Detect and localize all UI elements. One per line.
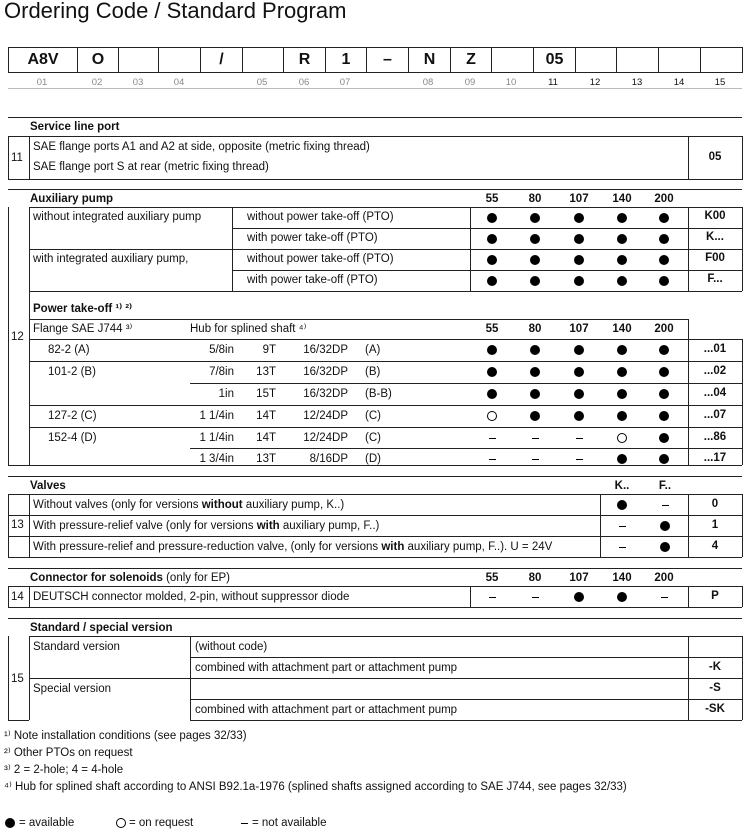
aux-pto-option: with power take-off (PTO) — [247, 274, 378, 286]
code-box-3 — [118, 47, 159, 73]
version-row-line — [190, 657, 742, 658]
legend-on-request: = on request — [129, 817, 194, 829]
size-header-55: 55 — [485, 193, 499, 205]
code-box-2: O — [77, 47, 119, 73]
pto-code: ...02 — [703, 365, 727, 377]
aux-mark — [487, 276, 497, 286]
pto-code-top — [688, 339, 742, 340]
aux-mark — [617, 276, 627, 286]
section-13-top-rule — [8, 476, 742, 477]
aux-code-line — [688, 228, 742, 229]
pto-header-top — [29, 319, 688, 320]
pto-pitch: 12/24DP — [303, 432, 348, 444]
pto-size-header-107: 107 — [569, 323, 589, 335]
valve-code: 0 — [711, 498, 719, 510]
section-12-bottom — [8, 465, 29, 466]
section-14-number: 14 — [11, 591, 24, 603]
aux-code-line — [688, 270, 742, 271]
aux-mark — [487, 213, 497, 223]
section-14-title-suffix: (only for EP) — [162, 572, 231, 584]
pto-mark — [659, 389, 669, 399]
code-box-9: – — [366, 47, 409, 73]
valve-option-post: auxiliary pump, K..) — [242, 499, 345, 511]
connector-mark — [661, 597, 668, 598]
pto-shaft-type: (B-B) — [365, 388, 392, 400]
pto-mark — [659, 367, 669, 377]
pto-mark — [617, 389, 627, 399]
valve-option — [33, 540, 552, 554]
pto-pitch: 16/32DP — [303, 344, 348, 356]
section-15-code-right — [742, 636, 743, 720]
pto-mark — [487, 345, 497, 355]
section-13-number: 13 — [11, 519, 24, 531]
pto-shaft-type: (A) — [365, 344, 381, 356]
section-13-left-border — [8, 494, 9, 557]
position-number-02: 02 — [91, 77, 103, 88]
pto-flange: 82-2 (A) — [48, 344, 90, 356]
aux-mark — [487, 255, 497, 265]
pto-code-line — [688, 383, 742, 384]
pto-mark — [617, 433, 627, 443]
pto-mark — [487, 367, 497, 377]
valve-mark-f — [662, 505, 669, 506]
aux-pto-option: without power take-off (PTO) — [247, 211, 394, 223]
aux-mark — [574, 234, 584, 244]
position-number-07: 07 — [339, 77, 351, 88]
pto-shaft-size: 5/8in — [209, 344, 234, 356]
version-row-line — [29, 678, 742, 679]
code-box-5: / — [200, 47, 243, 73]
valves-marks-divider — [600, 494, 601, 557]
section-15-top-rule — [8, 618, 742, 619]
valve-option — [33, 519, 379, 533]
position-number-13: 13 — [631, 77, 643, 88]
section-13-title: Valves — [30, 480, 66, 492]
position-number-14: 14 — [673, 77, 685, 88]
section-11-code-bottom — [688, 179, 742, 180]
section-14-row-top — [8, 586, 742, 587]
pto-row-line — [190, 448, 688, 449]
pto-size-header-200: 200 — [654, 323, 674, 335]
aux-mark — [617, 234, 627, 244]
pto-mark — [659, 411, 669, 421]
aux-pump-code: K... — [706, 231, 724, 243]
aux-code-line — [688, 291, 742, 292]
aux-pump-label: with integrated auxiliary pump, — [33, 253, 189, 265]
section-12-number: 12 — [11, 331, 24, 343]
pto-mark — [576, 438, 583, 439]
code-box-7: R — [283, 47, 326, 73]
aux-row-line — [29, 291, 688, 292]
version-code: -SK — [705, 703, 725, 715]
aux-row-line — [29, 207, 742, 208]
pto-mark — [487, 389, 497, 399]
position-number-05: 05 — [256, 77, 268, 88]
section-11-row-bottom — [8, 179, 688, 180]
section-14-title — [30, 571, 230, 585]
standard-version-label: Standard version — [33, 641, 120, 653]
pto-shaft-size: 1 1/4in — [199, 410, 234, 422]
section-11-title: Service line port — [30, 121, 120, 133]
position-number-15: 15 — [714, 77, 726, 88]
pto-code: ...01 — [703, 343, 727, 355]
footnote-3: ³⁾ 2 = 2-hole; 4 = 4-hole — [4, 764, 124, 776]
size-header-107: 107 — [569, 572, 589, 584]
pto-shaft-size: 1 1/4in — [199, 432, 234, 444]
version-code: -S — [709, 682, 721, 694]
code-box-12 — [491, 47, 534, 73]
code-box-8: 1 — [325, 47, 367, 73]
valve-option-emphasis: with — [381, 541, 405, 553]
connector-mark — [532, 597, 539, 598]
version-row-line — [190, 720, 742, 721]
pto-shaft-type: (D) — [365, 453, 381, 465]
pto-teeth: 14T — [256, 432, 276, 444]
valve-option — [33, 498, 344, 512]
pto-row-line — [190, 383, 688, 384]
size-header-80: 80 — [528, 193, 542, 205]
valve-mark-k — [619, 526, 626, 527]
aux-mark — [659, 255, 669, 265]
position-number-11: 11 — [548, 77, 558, 88]
valve-option-post: auxiliary pump, F..) — [279, 520, 380, 532]
pto-code: ...86 — [703, 431, 727, 443]
valve-option-emphasis: with — [256, 520, 280, 532]
version-row-line — [29, 636, 742, 637]
pto-code: ...04 — [703, 387, 727, 399]
section-11-number: 11 — [11, 152, 23, 164]
pto-size-header-80: 80 — [528, 323, 542, 335]
pto-teeth: 14T — [256, 410, 276, 422]
pto-code-right — [742, 339, 743, 465]
aux-pump-label: without integrated auxiliary pump — [33, 211, 202, 223]
pto-row-line — [29, 361, 688, 362]
code-box-11: Z — [450, 47, 492, 73]
code-box-1: A8V — [8, 47, 78, 73]
valve-option-pre: Without valves (only for versions — [33, 499, 202, 511]
section-15-title: Standard / special version — [30, 622, 173, 634]
aux-code-right — [742, 207, 743, 291]
pto-shaft-size: 7/8in — [209, 366, 234, 378]
code-box-10: N — [408, 47, 451, 73]
valves-row-line — [8, 536, 742, 537]
aux-mark — [574, 255, 584, 265]
pto-teeth: 13T — [256, 366, 276, 378]
aux-mark — [487, 234, 497, 244]
aux-marks-divider — [470, 207, 471, 291]
pto-size-header-55: 55 — [485, 323, 499, 335]
valve-option-pre: With pressure-relief and pressure-reduction valve, (only for versions — [33, 541, 382, 553]
valve-code: 1 — [711, 519, 719, 531]
code-box-17 — [700, 47, 743, 73]
valve-code: 4 — [711, 540, 719, 552]
position-number-03: 03 — [132, 77, 144, 88]
pto-mark — [574, 367, 584, 377]
aux-pump-code: K00 — [704, 210, 726, 222]
code-box-16 — [658, 47, 701, 73]
pto-pitch: 12/24DP — [303, 410, 348, 422]
position-number-04: 04 — [173, 77, 185, 88]
pto-shaft-type: (B) — [365, 366, 381, 378]
valve-mark-k — [617, 500, 627, 510]
aux-mark — [659, 213, 669, 223]
pto-mark — [489, 459, 496, 460]
connector-mark — [489, 597, 496, 598]
version-code: -K — [708, 661, 722, 673]
section-12-top-rule — [8, 189, 742, 190]
section-14-title-main: Connector for solenoids — [30, 572, 163, 584]
pto-mark — [617, 411, 627, 421]
pto-mark — [659, 454, 669, 464]
aux-mark — [530, 255, 540, 265]
hub-label: Hub for splined shaft ⁴⁾ — [190, 323, 307, 335]
section-11-left-border — [8, 136, 9, 180]
pto-mark — [487, 411, 497, 421]
pto-mark — [617, 367, 627, 377]
pto-mark — [617, 454, 627, 464]
aux-mark — [530, 276, 540, 286]
pto-teeth: 9T — [262, 344, 276, 356]
pto-mark — [576, 459, 583, 460]
footnote-2: ²⁾ Other PTOs on request — [4, 747, 133, 759]
pto-shaft-size: 1 3/4in — [199, 453, 234, 465]
pto-pitch: 16/32DP — [303, 366, 348, 378]
pto-code-line — [688, 361, 742, 362]
pto-mark — [574, 411, 584, 421]
pto-header-bottom — [29, 339, 688, 340]
section-12-bottom — [29, 465, 688, 466]
pto-mark — [489, 438, 496, 439]
connector-code: P — [711, 590, 719, 602]
pto-size-header-140: 140 — [612, 323, 632, 335]
aux-mark — [617, 213, 627, 223]
version-option: combined with attachment part or attachment pump — [195, 662, 458, 674]
legend-available-dot — [5, 818, 15, 828]
code-box-14 — [575, 47, 617, 73]
code-box-13: 05 — [533, 47, 576, 73]
pto-mark — [532, 459, 539, 460]
pto-mark — [659, 345, 669, 355]
section-11-num-divider — [29, 136, 30, 180]
section-11-code: 05 — [708, 151, 722, 163]
section-11-top-rule — [8, 117, 742, 118]
footnote-1: ¹⁾ Note installation conditions (see pages 32/33) — [4, 730, 247, 742]
section-14-code-right — [742, 586, 743, 607]
legend-not-available-dash — [241, 823, 248, 824]
pto-mark — [574, 345, 584, 355]
aux-mark — [617, 255, 627, 265]
section-11-code-right — [742, 136, 743, 180]
valve-option-pre: With pressure-relief valve (only for versions — [33, 520, 257, 532]
aux-pump-code: F00 — [705, 252, 725, 264]
section-14-left-border — [8, 586, 9, 607]
section-11-line-1: SAE flange ports A1 and A2 at side, opposite (metric fixing thread) — [33, 141, 370, 153]
pto-shaft-type: (C) — [365, 410, 381, 422]
flange-label: Flange SAE J744 ³⁾ — [33, 323, 133, 335]
aux-group-line — [29, 249, 688, 250]
aux-code-line — [688, 249, 742, 250]
code-box-15 — [616, 47, 659, 73]
size-header-80: 80 — [528, 572, 542, 584]
valves-col-k: K.. — [614, 480, 630, 492]
pto-mark — [530, 411, 540, 421]
section-12-title: Auxiliary pump — [30, 193, 114, 205]
valve-option-post: auxiliary pump, F..). U = 24V — [404, 541, 553, 553]
position-number-10: 10 — [505, 77, 517, 88]
pto-mark — [532, 438, 539, 439]
pto-mark — [659, 433, 669, 443]
aux-mark — [530, 234, 540, 244]
pto-shaft-type: (C) — [365, 432, 381, 444]
section-15-bottom — [8, 720, 29, 721]
pto-code-line — [688, 448, 742, 449]
position-number-08: 08 — [422, 77, 434, 88]
pto-flange: 101-2 (B) — [48, 366, 96, 378]
valves-row-line — [8, 494, 742, 495]
version-option: (without code) — [195, 641, 268, 653]
pto-flange: 152-4 (D) — [48, 432, 97, 444]
aux-row-line — [232, 270, 688, 271]
pto-code-line — [688, 405, 742, 406]
aux-row-line — [232, 228, 688, 229]
valve-mark-k — [619, 547, 626, 548]
section-11-row-top — [8, 136, 688, 137]
size-header-55: 55 — [485, 572, 499, 584]
connector-option: DEUTSCH connector molded, 2-pin, without suppressor diode — [33, 591, 350, 603]
pto-teeth: 15T — [256, 388, 276, 400]
pto-code-line — [688, 427, 742, 428]
aux-pump-code: F... — [707, 273, 723, 285]
footnote-4: ⁴⁾ Hub for splined shaft according to ANSI B92.1a-1976 (splined shafts assigned according to SAE J744, see pages 32/33) — [4, 781, 627, 793]
pto-row-line — [29, 427, 688, 428]
aux-mark — [574, 276, 584, 286]
section-15-left-border — [8, 636, 9, 720]
valves-code-right — [742, 494, 743, 557]
valve-mark-f — [660, 521, 670, 531]
section-14-num-divider — [29, 586, 30, 607]
pto-mark — [530, 345, 540, 355]
version-row-line — [190, 699, 742, 700]
pto-pitch: 8/16DP — [309, 453, 348, 465]
connector-mark — [574, 592, 584, 602]
position-number-01: 01 — [36, 77, 48, 88]
size-header-140: 140 — [612, 193, 632, 205]
legend-on-request-ring — [116, 818, 126, 828]
aux-mark — [659, 276, 669, 286]
section-13-num-divider — [29, 494, 30, 557]
aux-mark — [530, 213, 540, 223]
pto-mark — [617, 345, 627, 355]
aux-mark — [659, 234, 669, 244]
pto-teeth: 13T — [256, 453, 276, 465]
position-number-12: 12 — [589, 77, 601, 88]
valves-row-line — [8, 557, 742, 558]
page-title: Ordering Code / Standard Program — [4, 0, 347, 23]
legend-available: = available — [19, 817, 75, 829]
section-14-marks-divider — [470, 586, 471, 607]
pto-mark — [530, 389, 540, 399]
aux-mark — [574, 213, 584, 223]
valve-mark-f — [660, 542, 670, 552]
pto-code: ...17 — [703, 452, 727, 464]
position-underline — [8, 88, 742, 89]
pto-code: ...07 — [703, 409, 727, 421]
pto-mark — [574, 389, 584, 399]
valve-option-emphasis: without — [201, 499, 243, 511]
size-header-107: 107 — [569, 193, 589, 205]
section-11-code-top — [688, 136, 742, 137]
aux-pto-option: without power take-off (PTO) — [247, 253, 394, 265]
pto-mark — [530, 367, 540, 377]
size-header-140: 140 — [612, 572, 632, 584]
size-header-200: 200 — [654, 193, 674, 205]
position-number-09: 09 — [464, 77, 476, 88]
size-header-200: 200 — [654, 572, 674, 584]
code-box-6 — [242, 47, 284, 73]
legend-not-available: = not available — [252, 817, 327, 829]
pto-title: Power take-off ¹⁾ ²⁾ — [33, 303, 132, 315]
pto-flange: 127-2 (C) — [48, 410, 97, 422]
pto-row-line — [29, 405, 688, 406]
position-number-06: 06 — [298, 77, 310, 88]
valves-row-line — [8, 515, 742, 516]
aux-pto-option: with power take-off (PTO) — [247, 232, 378, 244]
section-14-top-rule — [8, 568, 742, 569]
pto-code-line — [688, 465, 742, 466]
aux-sub-divider — [232, 207, 233, 291]
special-version-label: Special version — [33, 683, 111, 695]
code-box-4 — [158, 47, 201, 73]
pto-pitch: 16/32DP — [303, 388, 348, 400]
version-option: combined with attachment part or attachment pump — [195, 704, 458, 716]
section-11-line-2: SAE flange port S at rear (metric fixing thread) — [33, 161, 269, 173]
pto-shaft-size: 1in — [218, 388, 234, 400]
section-14-row-bottom — [8, 607, 742, 608]
section-15-number: 15 — [11, 673, 24, 685]
section-12-left-border — [8, 207, 9, 465]
connector-mark — [617, 592, 627, 602]
valves-col-f: F.. — [658, 480, 672, 492]
